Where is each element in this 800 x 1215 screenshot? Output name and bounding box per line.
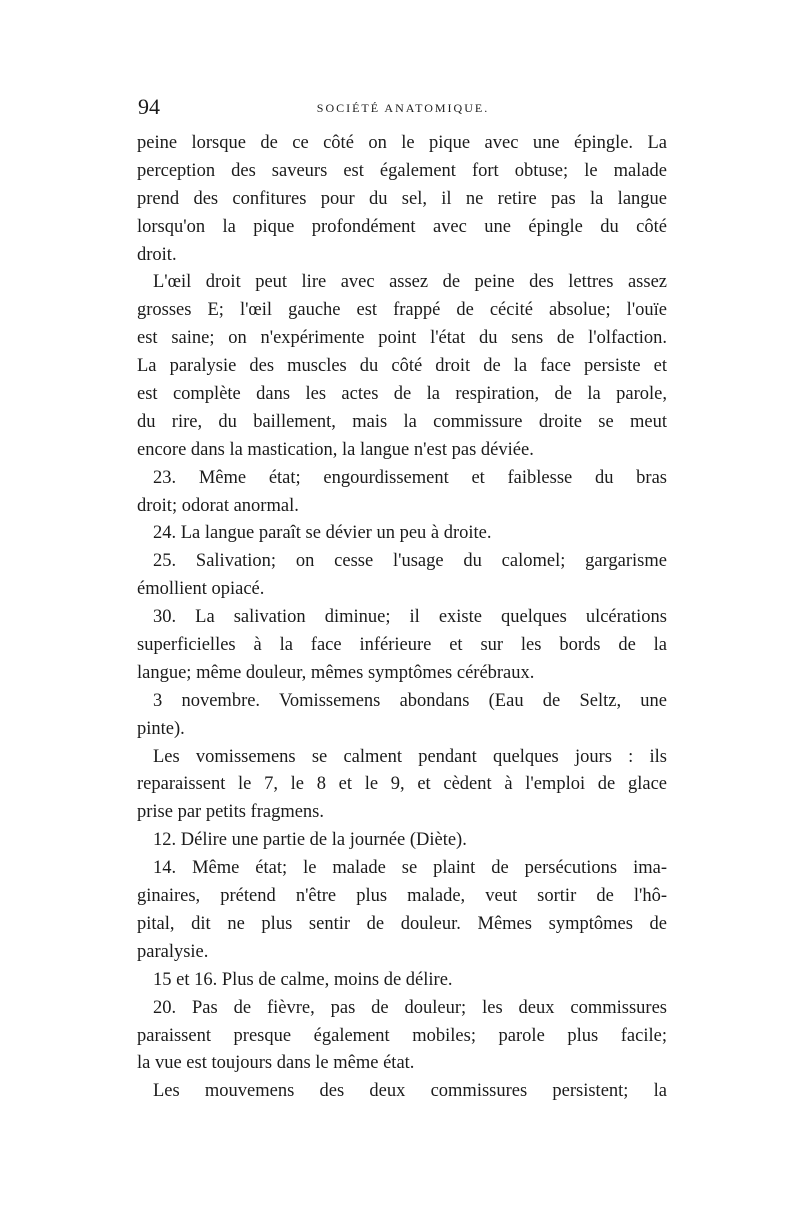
text-line: La paralysie des muscles du côté droit de la face persiste et (137, 356, 667, 377)
text-line: du rire, du baillement, mais la commissure droite se meut (137, 411, 667, 432)
text-line: 23. Même état; engourdissement et faiblesse du bras (153, 467, 667, 488)
text-line: peine lorsque de ce côté on le pique avec une épingle. La (137, 133, 667, 153)
text-line: ginaires, prétend n'être plus malade, veut sortir de l'hô- (137, 886, 667, 907)
text-line: Les mouvemens des deux commissures persistent; la (153, 1081, 667, 1102)
text-line: est complète dans les actes de la respiration, de la parole, (137, 384, 667, 405)
text-line: 15 et 16. Plus de calme, moins de délire. (153, 969, 453, 990)
running-title: SOCIÉTÉ ANATOMIQUE. (316, 101, 490, 115)
text-line: langue; même douleur, mêmes symptômes cérébraux. (137, 662, 535, 683)
text-line: la vue est toujours dans le même état. (137, 1053, 415, 1074)
text-line: 14. Même état; le malade se plaint de persécutions ima- (153, 858, 667, 879)
text-line: reparaissent le 7, le 8 et le 9, et cèdent à l'emploi de glace (137, 774, 667, 795)
text-line: émollient opiacé. (137, 579, 265, 600)
text-line: paraissent presque également mobiles; parole plus facile; (137, 1025, 667, 1046)
text-line: 12. Délire une partie de la journée (Diète). (153, 830, 467, 851)
body-text (137, 130, 667, 1106)
text-line: prise par petits fragmens. (137, 802, 324, 823)
text-line: Les vomissemens se calment pendant quelques jours : ils (153, 746, 667, 767)
text-line: droit; odorat anormal. (137, 495, 299, 516)
text-line: prend des confitures pour du sel, il ne retire pas la langue (137, 188, 667, 209)
text-line: 30. La salivation diminue; il existe quelques ulcérations (153, 607, 667, 628)
text-line: pinte). (137, 718, 185, 739)
text-line: lorsqu'on la pique profondément avec une épingle du côté (137, 216, 667, 237)
text-line: 25. Salivation; on cesse l'usage du calomel; gargarisme (153, 551, 667, 572)
text-line: 3 novembre. Vomissemens abondans (Eau de Seltz, une (153, 690, 667, 711)
text-line: 20. Pas de fièvre, pas de douleur; les deux commissures (153, 997, 667, 1018)
text-line: superficielles à la face inférieure et sur les bords de la (137, 635, 667, 656)
text-line: paralysie. (137, 941, 209, 962)
text-line: L'œil droit peut lire avec assez de peine des lettres assez (153, 272, 667, 293)
text-line: droit. (137, 244, 177, 265)
text-line: pital, dit ne plus sentir de douleur. Mêmes symptômes de (137, 913, 667, 934)
text-line: encore dans la mastication, la langue n'est pas déviée. (137, 439, 534, 460)
text-line: est saine; on n'expérimente point l'état du sens de l'olfaction. (137, 328, 667, 349)
running-head (138, 94, 668, 124)
text-line: 24. La langue paraît se dévier un peu à droite. (153, 523, 492, 544)
text-line: grosses E; l'œil gauche est frappé de cécité absolue; l'ouïe (137, 300, 667, 321)
page-number: 94 (138, 94, 160, 119)
text-line: perception des saveurs est également fort obtuse; le malade (137, 160, 667, 181)
